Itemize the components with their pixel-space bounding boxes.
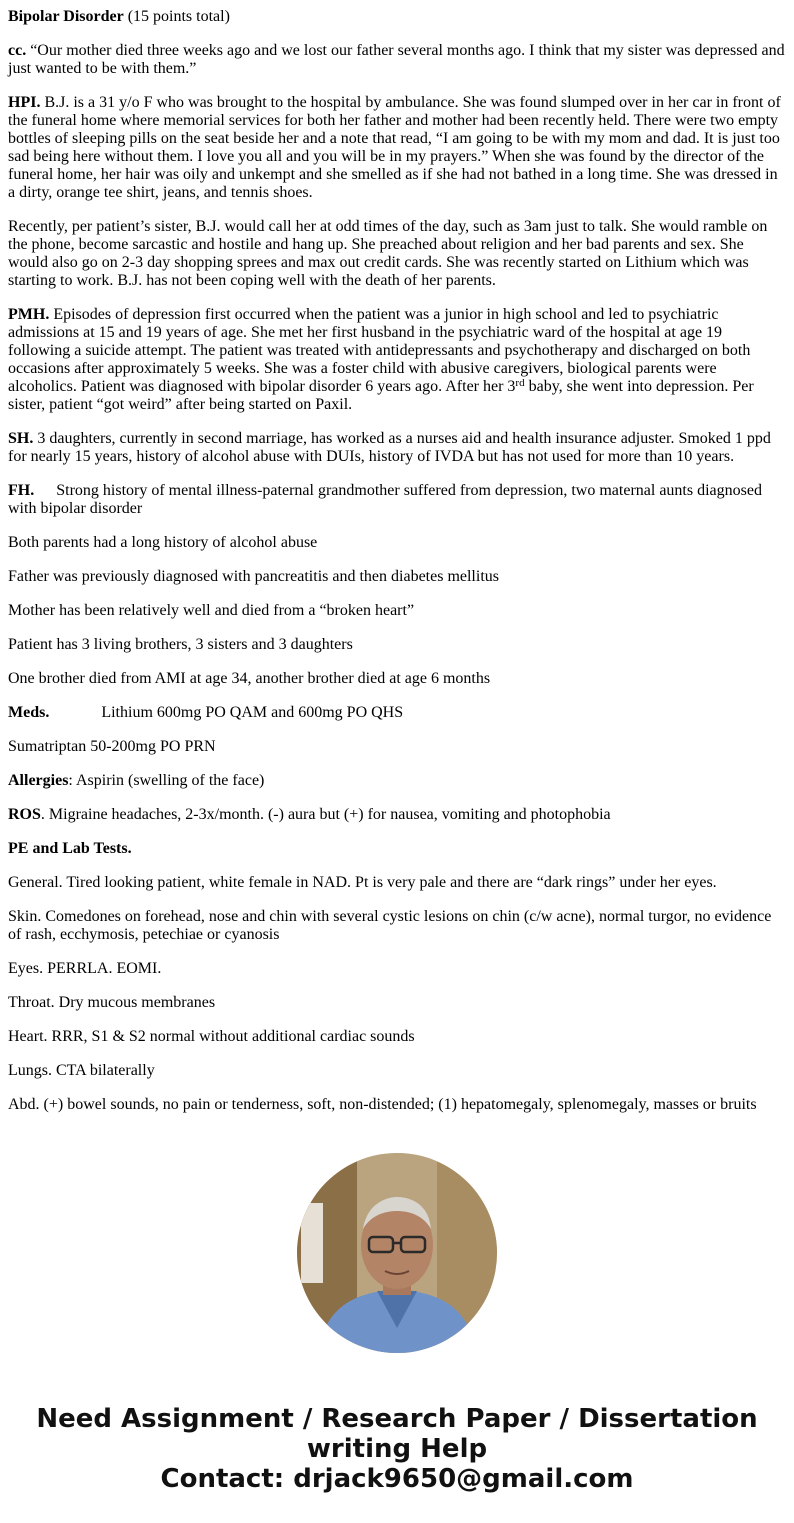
fh-line: Mother has been relatively well and died from a “broken heart” — [8, 602, 415, 619]
cc-label: cc. — [8, 42, 27, 59]
fh-line: Patient has 3 living brothers, 3 sisters and 3 daughters — [8, 636, 353, 653]
allergies-text: : Aspirin (swelling of the face) — [68, 772, 265, 789]
case-study-document — [8, 8, 786, 1130]
pmh-superscript: rd — [515, 377, 525, 389]
meds-line-2: Sumatriptan 50-200mg PO PRN — [8, 738, 216, 755]
pe-line: Eyes. PERRLA. EOMI. — [8, 960, 162, 977]
sh-text: 3 daughters, currently in second marriage, has worked as a nurses aid and health insurance adjuster. Smoked 1 ppd for nearly 15 years, history of alcohol abuse with DUIs, history of IVDA but has not used for more than 10 years. — [8, 430, 771, 465]
allergies-label: Allergies — [8, 772, 69, 789]
cc-text: “Our mother died three weeks ago and we lost our father several months ago. I think that my sister was depressed and just wanted to be with them.” — [8, 42, 785, 77]
cc-paragraph — [8, 42, 786, 78]
pe-line: Throat. Dry mucous membranes — [8, 994, 216, 1011]
meds-text: Lithium 600mg PO QAM and 600mg PO QHS — [101, 704, 404, 721]
meds-label: Meds. — [8, 704, 50, 721]
allergies-paragraph — [8, 772, 786, 790]
document-title: Bipolar Disorder — [8, 8, 124, 25]
ros-paragraph — [8, 806, 786, 824]
footer-contact: Contact: drjack9650@gmail.com — [160, 1464, 634, 1494]
fh-line: Both parents had a long history of alcohol abuse — [8, 534, 318, 551]
pe-line: General. Tired looking patient, white female in NAD. Pt is very pale and there are “dark rings” under her eyes. — [8, 874, 717, 891]
pmh-text-b: baby, she went into depression. Per sister, patient “got weird” after being started on Paxil. — [8, 378, 754, 413]
fh-text: Strong history of mental illness-paternal grandmother suffered from depression, two maternal aunts diagnosed with bipolar disorder — [8, 482, 762, 517]
pe-line: Heart. RRR, S1 & S2 normal without additional cardiac sounds — [8, 1028, 415, 1045]
hpi-label: HPI. — [8, 94, 41, 111]
pe-line: Skin. Comedones on forehead, nose and chin with several cystic lesions on chin (c/w acne), normal turgor, no evidence of rash, ecchymosis, petechiae or cyanosis — [8, 908, 772, 943]
pmh-text-a: Episodes of depression first occurred when the patient was a junior in high school and led to psychiatric admissions at 15 and 19 years of age. She met her first husband in the psychiatric ward of the hospital at age 19 following a suicide attempt. The patient was treated with antidepressants and psychotherapy and discharged on both occasions after approximately 5 weeks. She was a foster child with abusive caregivers, biological parents were alcoholics. Patient was diagnosed with bipolar disorder 6 years ago. After her 3 — [8, 306, 751, 395]
footer-line-1: Need Assignment / Research Paper / Dissertation writing Help — [36, 1404, 758, 1464]
sh-paragraph — [8, 430, 786, 466]
fh-line: One brother died from AMI at age 34, another brother died at age 6 months — [8, 670, 491, 687]
pmh-paragraph — [8, 306, 786, 414]
pe-line: Abd. (+) bowel sounds, no pain or tenderness, soft, non-distended; (1) hepatomegaly, splenomegaly, masses or bruits — [8, 1096, 757, 1113]
fh-label: FH. — [8, 482, 35, 499]
ros-text: . Migraine headaches, 2-3x/month. (-) aura but (+) for nausea, vomiting and photophobia — [40, 806, 611, 823]
footer-banner — [0, 1404, 794, 1494]
ros-label: ROS — [8, 806, 41, 823]
fh-paragraph — [8, 482, 786, 518]
fh-line: Father was previously diagnosed with pancreatitis and then diabetes mellitus — [8, 568, 499, 585]
hpi-paragraph-2: Recently, per patient’s sister, B.J. would call her at odd times of the day, such as 3am just to talk. She would ramble on the phone, become sarcastic and hostile and hang up. She preached about religion and her bad parents and sex. She would also go on 2-3 day shopping sprees and max out credit cards. She was recently started on Lithium which was starting to work. B.J. has not been coping well with the death of her parents. — [8, 218, 768, 289]
author-photo — [297, 1153, 497, 1353]
document-title-note: (15 points total) — [127, 8, 230, 25]
hpi-text: B.J. is a 31 y/o F who was brought to the hospital by ambulance. She was found slumped over in her car in front of the funeral home where memorial services for both her father and mother had been recently held. There were two empty bottles of sleeping pills on the seat beside her and a note that read, “I am going to be with my mom and dad. It is just too sad being here without them. I love you all and you will be in my prayers.” When she was found by the director of the funeral home, her hair was oily and unkempt and she smelled as if she had not bathed in a long time. She was dressed in a dirty, orange tee shirt, jeans, and tennis shoes. — [8, 94, 781, 201]
meds-paragraph — [8, 704, 786, 722]
hpi-paragraph — [8, 94, 786, 202]
pe-heading — [8, 840, 786, 858]
pe-label: PE and Lab Tests. — [8, 840, 132, 857]
sh-label: SH. — [8, 430, 34, 447]
title-paragraph — [8, 8, 786, 26]
pe-line: Lungs. CTA bilaterally — [8, 1062, 155, 1079]
pmh-label: PMH. — [8, 306, 50, 323]
author-portrait-image — [297, 1153, 497, 1353]
